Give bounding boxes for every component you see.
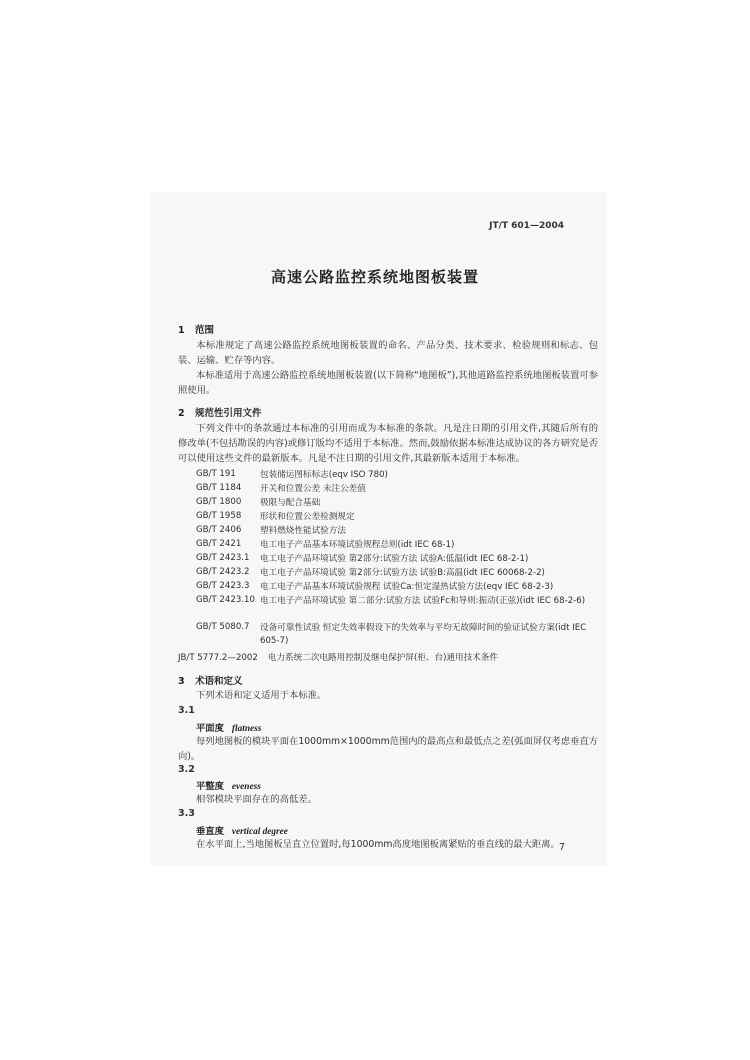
reference-code: GB/T 1800 bbox=[196, 497, 242, 507]
term-heading bbox=[196, 823, 288, 837]
section-1-paragraph-1: 本标准规定了高速公路监控系统地图板装置的命名、产品分类、技术要求、检验规则和标志、包装、运输、贮存等内容。 bbox=[178, 340, 598, 366]
reference-code: GB/T 1184 bbox=[196, 483, 242, 493]
reference-row-jb bbox=[178, 651, 498, 663]
clause-number: 3.2 bbox=[178, 764, 195, 775]
term-definition: 每列地图板的模块平面在1000mm×1000mm范围内的最高点和最低点之差(弧面屏仅考虑垂直方向)。 bbox=[178, 736, 598, 762]
section-title: 术语和定义 bbox=[195, 676, 243, 687]
reference-title: 电工电子产品环境试验 第2部分:试验方法 试验B:高温(idt IEC 60068-2-2) bbox=[260, 568, 545, 578]
reference-code: GB/T 2423.2 bbox=[196, 567, 250, 577]
section-number: 2 bbox=[178, 408, 185, 419]
reference-code: GB/T 5080.7 bbox=[196, 622, 250, 632]
document-title: 高速公路监控系统地图板装置 bbox=[270, 268, 479, 286]
section-number: 1 bbox=[178, 325, 185, 336]
section-title: 规范性引用文件 bbox=[195, 408, 262, 419]
reference-title: 电工电子产品基本环境试验规程 试验Ca:恒定湿热试验方法(eqv IEC 68-2-3) bbox=[260, 582, 554, 592]
reference-title: 电力系统二次电路用控制及继电保护屏(柜、台)通用技术条件 bbox=[267, 653, 498, 663]
reference-code: GB/T 2423.1 bbox=[196, 553, 250, 563]
reference-title: 塑料燃烧性能试验方法 bbox=[260, 526, 346, 536]
term-definition: 在水平面上,当地图板呈直立位置时,每1000mm高度地图板离紧贴的垂直线的最大距离。 bbox=[196, 839, 560, 850]
section-number: 3 bbox=[178, 676, 185, 687]
term-en: flatness bbox=[231, 724, 262, 734]
section-1-paragraph-2: 本标准适用于高速公路监控系统地图板装置(以下简称“地图板”),其他道路监控系统地图板装置可参照使用。 bbox=[178, 370, 598, 396]
reference-title: 电工电子产品基本环境试验规程总则(idt IEC 68-1) bbox=[260, 540, 455, 550]
term-zh: 平面度 bbox=[196, 723, 224, 734]
reference-code: GB/T 1958 bbox=[196, 511, 242, 521]
page-number: 7 bbox=[559, 842, 566, 853]
section-3-intro: 下列术语和定义适用于本标准。 bbox=[196, 690, 327, 701]
reference-code: GB/T 2406 bbox=[196, 525, 242, 535]
reference-title: 设备可靠性试验 恒定失效率假设下的失效率与平均无故障时间的验证试验方案(idt IEC 605-7) bbox=[260, 623, 587, 646]
section-title: 范围 bbox=[195, 325, 215, 336]
section-2-heading bbox=[178, 405, 262, 419]
reference-code: GB/T 2421 bbox=[196, 539, 242, 549]
reference-code: JB/T 5777.2—2002 bbox=[178, 653, 258, 663]
reference-title: 形状和位置公差检测规定 bbox=[260, 512, 355, 522]
reference-code: GB/T 191 bbox=[196, 469, 236, 479]
clause-number: 3.1 bbox=[178, 705, 195, 716]
term-en: eveness bbox=[231, 782, 261, 792]
reference-title: 开关和位置公差 未注公差值 bbox=[260, 484, 366, 494]
section-1-heading bbox=[178, 322, 214, 336]
section-3-heading bbox=[178, 673, 243, 687]
reference-title: 极限与配合基础 bbox=[260, 498, 321, 508]
section-2-paragraph: 下列文件中的条款通过本标准的引用而成为本标准的条款。凡是注日期的引用文件,其随后所有的修改单(不包括勘误的内容)或修订版均不适用于本标准。然而,鼓励依据本标准达成协议的各方研究是否可以使用这些文件的最新版本。凡是不注日期的引用文件,其最新版本适用于本标准。 bbox=[178, 423, 598, 464]
reference-code: GB/T 2423.3 bbox=[196, 581, 250, 591]
reference-title: 电工电子产品环境试验 第二部分:试验方法 试验Fc和导则:振动(正弦)(idt IEC 68-2-6) bbox=[260, 596, 586, 606]
reference-title: 包装储运图标标志(eqv ISO 780) bbox=[260, 470, 388, 480]
reference-code: GB/T 2423.10 bbox=[196, 595, 255, 605]
term-heading bbox=[196, 778, 261, 792]
term-heading bbox=[196, 720, 261, 734]
term-zh: 平整度 bbox=[196, 781, 224, 792]
standard-code: JT/T 601—2004 bbox=[489, 221, 564, 231]
term-zh: 垂直度 bbox=[196, 826, 224, 837]
term-definition: 相邻模块平面存在的高低差。 bbox=[196, 794, 317, 805]
reference-title: 电工电子产品环境试验 第2部分:试验方法 试验A:低温(idt IEC 68-2-1) bbox=[260, 554, 529, 564]
clause-number: 3.3 bbox=[178, 808, 195, 819]
term-en: vertical degree bbox=[231, 827, 288, 837]
